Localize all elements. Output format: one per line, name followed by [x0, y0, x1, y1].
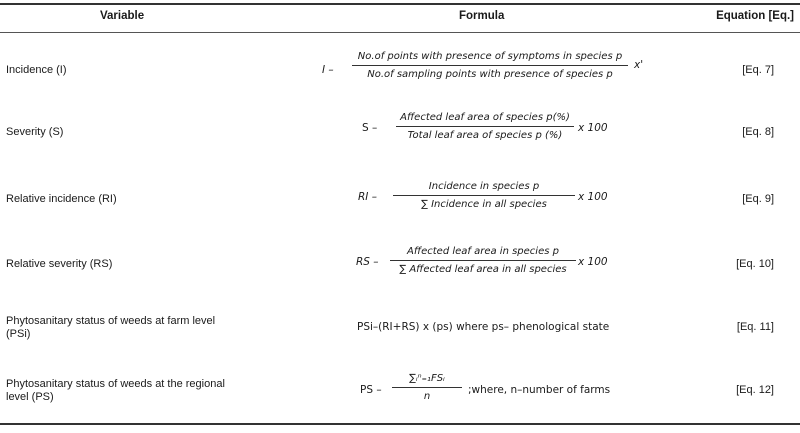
header-equation: Equation [Eq.] — [716, 10, 794, 22]
top-rule — [0, 3, 800, 5]
formula-lhs: RI – — [358, 191, 377, 203]
variable-name: Incidence (I) — [6, 64, 67, 76]
variable-name-line2: level (PS) — [6, 391, 54, 403]
formula-lhs: RS – — [356, 256, 379, 268]
equation-ref: [Eq. 8] — [742, 126, 774, 138]
equation-ref: [Eq. 9] — [742, 193, 774, 205]
fraction-bar — [396, 126, 574, 127]
fraction-denominator: ∑ Affected leaf area in all species — [399, 264, 567, 275]
fraction-numerator: Incidence in species p — [428, 181, 540, 192]
header-rule — [0, 32, 800, 33]
fraction-bar — [390, 260, 576, 261]
equation-ref: [Eq. 12] — [736, 384, 774, 396]
header-formula: Formula — [459, 10, 505, 22]
variable-name-line2: (PSi) — [6, 328, 31, 340]
header-variable: Variable — [100, 10, 145, 22]
fraction-bar — [393, 195, 575, 196]
fraction-numerator: No.of points with presence of symptoms in species p — [357, 51, 623, 62]
variable-name: Relative severity (RS) — [6, 258, 113, 270]
fraction-denominator: No.of sampling points with presence of species p — [367, 69, 613, 80]
formula-fraction — [352, 50, 628, 81]
formula-fraction — [390, 245, 576, 276]
fraction-numerator: Affected leaf area of species p(%) — [400, 112, 570, 123]
formula-fraction — [393, 180, 575, 211]
formula-fraction — [392, 372, 462, 403]
variable-name-line1: Phytosanitary status of weeds at farm level — [6, 315, 216, 327]
fraction-numerator: ∑ᵢⁿ₌₁FSᵢ — [409, 373, 445, 384]
equation-ref: [Eq. 10] — [736, 258, 774, 270]
formula-lhs: S – — [362, 122, 378, 134]
formula-suffix: x 100 — [578, 256, 608, 268]
fraction-bar — [392, 387, 462, 388]
variable-name: Severity (S) — [6, 126, 64, 138]
variable-name — [6, 315, 306, 341]
formula-suffix: ;where, n–number of farms — [468, 384, 611, 396]
formula-suffix: x 100 — [578, 122, 608, 134]
fraction-bar — [352, 65, 628, 66]
formula-lhs: PS – — [360, 384, 382, 396]
variable-name — [6, 378, 306, 404]
fraction-numerator: Affected leaf area in species p — [407, 246, 559, 257]
bottom-rule — [0, 423, 800, 425]
formula-text: PSi–(RI+RS) x (ps) where ps– phenological state — [357, 321, 610, 333]
formula-suffix: x' — [634, 59, 644, 71]
formula-fraction — [396, 111, 574, 142]
fraction-denominator: n — [423, 391, 431, 402]
equation-ref: [Eq. 7] — [742, 64, 774, 76]
formula-lhs: I – — [322, 64, 334, 76]
variable-name-line1: Phytosanitary status of weeds at the regional — [6, 378, 225, 390]
equation-ref: [Eq. 11] — [736, 321, 774, 333]
formula-suffix: x 100 — [578, 191, 608, 203]
fraction-denominator: ∑ Incidence in all species — [421, 199, 547, 210]
fraction-denominator: Total leaf area of species p (%) — [407, 130, 563, 141]
variable-name: Relative incidence (RI) — [6, 193, 117, 205]
